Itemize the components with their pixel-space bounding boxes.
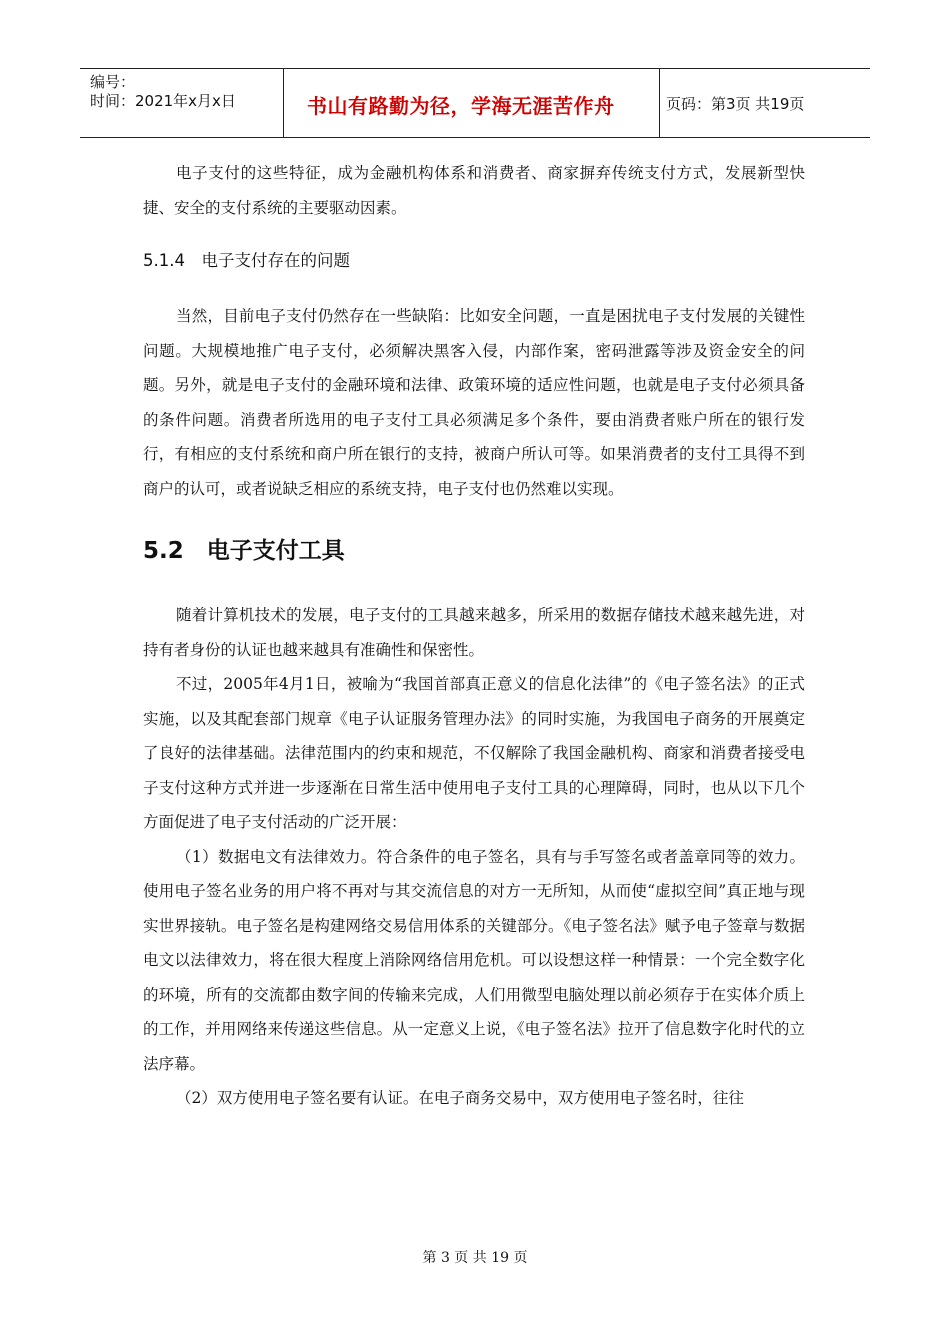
paragraph: 不过，2005年4月1日，被喻为“我国首部真正意义的信息化法律”的《电子签名法》的正式实施，以及其配套部门规章《电子认证服务管理办法》的同时实施，为我国电子商务的开展奠定了良好的法律基础。法律范围内的约束和规范，不仅解除了我国金融机构、商家和消费者接受电子支付这种方式并进一步逐渐在日常生活中使用电子支付工具的心理障碍，同时，也从以下几个方面促进了电子支付活动的广泛开展： bbox=[143, 675, 805, 831]
page-footer: 第 3 页 共 19 页 bbox=[422, 1250, 528, 1266]
doc-date: 时间：2021年x月x日 bbox=[90, 92, 236, 110]
doc-number: 编号： bbox=[90, 73, 136, 91]
header-page-cell bbox=[660, 69, 870, 137]
paragraph: 随着计算机技术的发展，电子支付的工具越来越多，所采用的数据存储技术越来越先进，对持有者身份的认证也越来越具有准确性和保密性。 bbox=[143, 606, 805, 659]
document-body bbox=[143, 156, 805, 1116]
page-header bbox=[80, 68, 870, 138]
section-heading-5-1-4: 5.1.4 电子支付存在的问题 bbox=[143, 251, 350, 270]
header-page-info: 页码：第3页 共19页 bbox=[666, 95, 805, 113]
paragraph: （1）数据电文有法律效力。符合条件的电子签名，具有与手写签名或者盖章同等的效力。使用电子签名业务的用户将不再对与其交流信息的对方一无所知，从而使“虚拟空间”真正地与现实世界接轨。电子签名是构建网络交易信用体系的关键部分。《电子签名法》赋予电子签章与数据电文以法律效力，将在很大程度上消除网络信用危机。可以设想这样一种情景：一个完全数字化的环境，所有的交流都由数字间的传输来完成，人们用微型电脑处理以前必须存于在实体介质上的工作，并用网络来传递这些信息。从一定意义上说，《电子签名法》拉开了信息数字化时代的立法序幕。 bbox=[143, 847, 805, 1073]
header-motto: 书山有路勤为径，学海无涯苦作舟 bbox=[307, 94, 615, 118]
header-info-cell bbox=[80, 69, 284, 137]
paragraph: 当然，目前电子支付仍然存在一些缺陷：比如安全问题，一直是困扰电子支付发展的关键性问题。大规模地推广电子支付，必须解决黑客入侵，内部作案，密码泄露等涉及资金安全的问题。另外，就是电子支付的金融环境和法律、政策环境的适应性问题，也就是电子支付必须具备的条件问题。消费者所选用的电子支付工具必须满足多个条件，要由消费者账户所在的银行发行，有相应的支付系统和商户所在银行的支持，被商户所认可等。如果消费者的支付工具得不到商户的认可，或者说缺乏相应的系统支持，电子支付也仍然难以实现。 bbox=[143, 307, 805, 498]
paragraph: 电子支付的这些特征，成为金融机构体系和消费者、商家摒弃传统支付方式，发展新型快捷、安全的支付系统的主要驱动因素。 bbox=[143, 164, 805, 217]
paragraph: （2）双方使用电子签名要有认证。在电子商务交易中，双方使用电子签名时，往往 bbox=[176, 1089, 744, 1107]
section-heading-5-2: 5.2 电子支付工具 bbox=[143, 538, 345, 564]
header-motto-cell bbox=[283, 69, 660, 137]
